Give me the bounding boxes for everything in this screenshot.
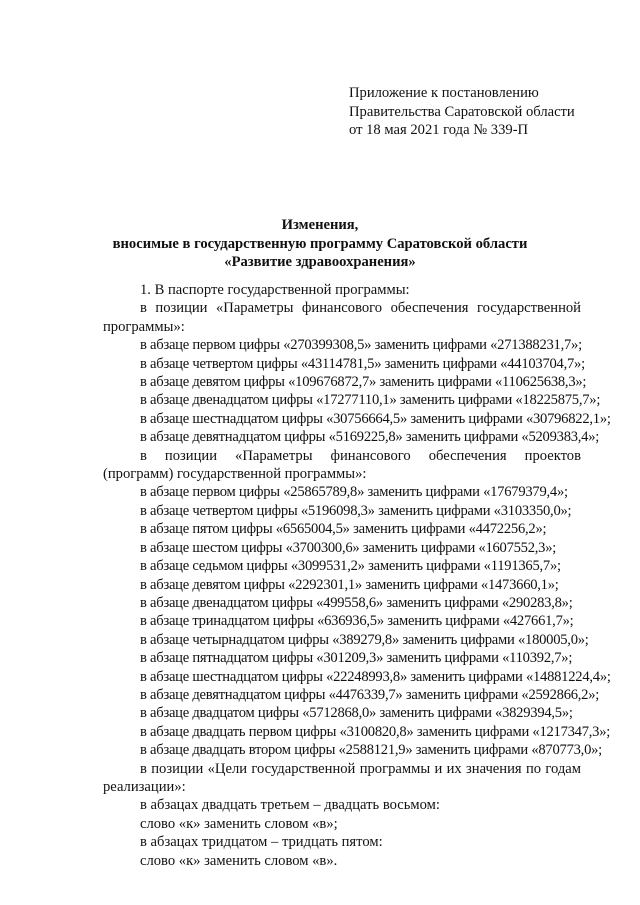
paragraph: в позиции «Параметры финансового обеспечения проектов (программ) государственной программы»:	[103, 447, 581, 483]
title-line: Изменения,	[281, 217, 359, 233]
amendment-line: в абзаце первом цифры «270399308,5» заменить цифрами «271388231,7»;	[140, 337, 582, 354]
appendix-line: от 18 мая 2021 года № 339-П	[349, 122, 529, 138]
amendment-line: в абзаце шестнадцатом цифры «30756664,5» заменить цифрами «30796822,1»;	[140, 410, 611, 427]
paragraph: в позиции «Параметры финансового обеспечения государственной программы»:	[103, 300, 581, 335]
amendment-line: в абзаце двадцатом цифры «5712868,0» заменить цифрами «3829394,5»;	[140, 705, 573, 722]
amendment-line: слово «к» заменить словом «в».	[140, 852, 338, 869]
appendix-reference	[349, 84, 575, 140]
amendment-line: в абзаце четвертом цифры «43114781,5» заменить цифрами «44103704,7»;	[140, 355, 585, 372]
title-line: «Развитие здравоохранения»	[224, 254, 416, 270]
amendment-line: в абзаце девятом цифры «109676872,7» заменить цифрами «110625638,3»;	[140, 374, 587, 391]
section-heading: 1. В паспорте государственной программы:	[140, 282, 410, 298]
amendment-line: в абзаце девятнадцатом цифры «4476339,7» заменить цифрами «2592866,2»;	[140, 686, 600, 703]
amendment-line: в абзаце двенадцатом цифры «17277110,1» заменить цифрами «18225875,7»;	[140, 392, 601, 409]
document-title	[0, 216, 640, 272]
amendment-line: в абзаце двадцать первом цифры «3100820,8» заменить цифрами «1217347,3»;	[140, 723, 611, 740]
amendment-line: в абзаце первом цифры «25865789,8» заменить цифрами «17679379,4»;	[140, 484, 568, 501]
amendment-line: в абзаце девятнадцатом цифры «5169225,8» заменить цифрами «5209383,4»;	[140, 429, 600, 446]
amendment-line: в абзаце четвертом цифры «5196098,3» заменить цифрами «3103350,0»;	[140, 502, 572, 519]
amendment-line: в абзаце двенадцатом цифры «499558,6» заменить цифрами «290283,8»;	[140, 594, 573, 611]
document-body	[103, 281, 611, 870]
amendment-line: в абзаце девятом цифры «2292301,1» заменить цифрами «1473660,1»;	[140, 576, 559, 593]
amendment-line: в абзаце шестнадцатом цифры «22248993,8» заменить цифрами «14881224,4»;	[140, 668, 611, 685]
amendment-line: в абзаце пятом цифры «6565004,5» заменить цифрами «4472256,2»;	[140, 521, 547, 538]
amendment-line: в абзаце шестом цифры «3700300,6» заменить цифрами «1607552,3»;	[140, 539, 557, 556]
appendix-line: Приложение к постановлению	[349, 85, 539, 101]
appendix-line: Правительства Саратовской области	[349, 103, 575, 120]
amendment-line: в абзаце тринадцатом цифры «636936,5» заменить цифрами «427661,7»;	[140, 613, 574, 630]
amendment-line: в абзаце седьмом цифры «3099531,2» заменить цифрами «1191365,7»;	[140, 558, 561, 575]
amendment-line: в абзацах тридцатом – тридцать пятом:	[140, 834, 383, 851]
amendment-line: в абзаце четырнадцатом цифры «389279,8» заменить цифрами «180005,0»;	[140, 631, 589, 648]
amendment-line: в абзаце пятнадцатом цифры «301209,3» заменить цифрами «110392,7»;	[140, 650, 573, 667]
amendment-line: в абзацах двадцать третьем – двадцать восьмом:	[140, 797, 440, 814]
title-line: вносимые в государственную программу Саратовской области	[112, 235, 528, 252]
amendment-line: в абзаце двадцать втором цифры «2588121,9» заменить цифрами «870773,0»;	[140, 742, 602, 759]
paragraph: в позиции «Цели государственной программы и их значения по годам реализации»:	[103, 760, 581, 795]
amendment-line: слово «к» заменить словом «в»;	[140, 815, 338, 832]
